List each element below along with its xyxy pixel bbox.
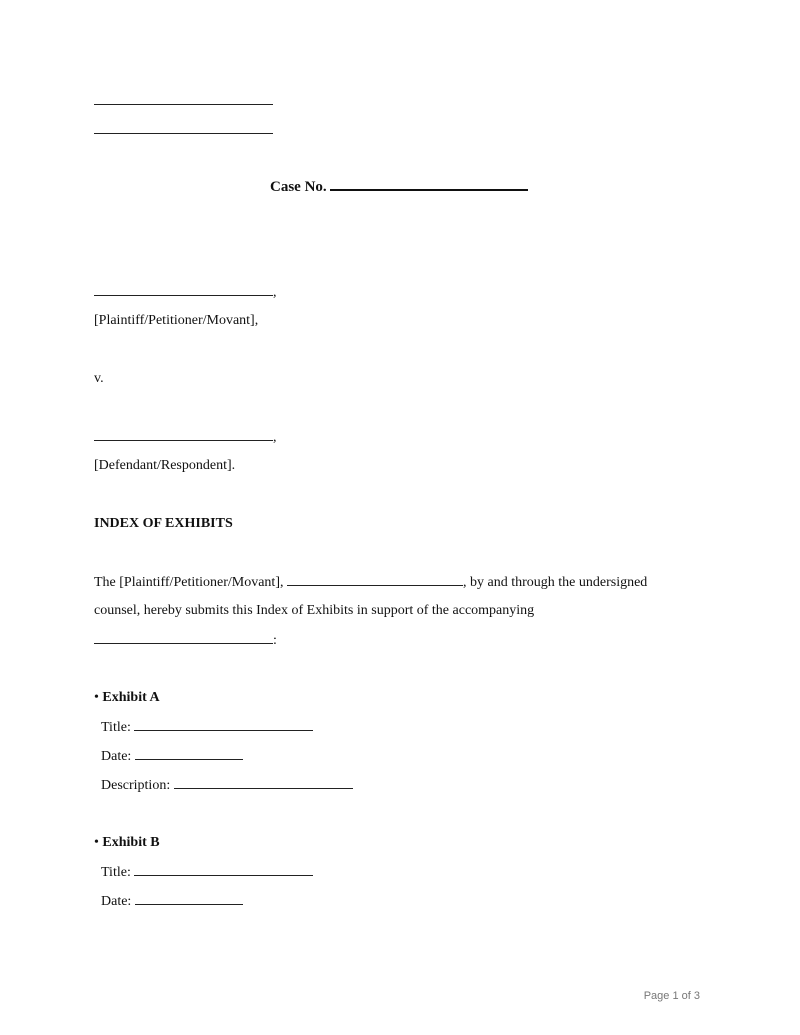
motion-name-blank <box>94 631 273 644</box>
body-line-3-end: : <box>273 633 277 648</box>
plaintiff-name-blank <box>94 283 273 296</box>
bullet: • <box>94 690 99 705</box>
blank-field <box>94 121 273 134</box>
section-title: INDEX OF EXHIBITS <box>94 516 233 531</box>
title-label: Title: <box>101 720 135 735</box>
exhibit-a-date <box>101 747 243 766</box>
body-line-2: counsel, hereby submits this Index of Exhibits in support of the accompanying <box>94 603 535 618</box>
case-number-blank <box>330 176 528 191</box>
title-blank <box>134 718 313 731</box>
title-blank <box>134 863 313 876</box>
date-blank <box>135 892 243 905</box>
description-label: Description: <box>101 778 174 793</box>
defendant-name-blank <box>94 428 273 441</box>
exhibit-a-name: Exhibit A <box>102 690 160 705</box>
defendant-role: [Defendant/Respondent]. <box>94 458 236 473</box>
header-blank-line-1 <box>94 92 273 111</box>
body-line-3 <box>94 631 277 650</box>
date-label: Date: <box>101 749 135 764</box>
exhibit-a-heading <box>94 689 160 707</box>
exhibit-b-date <box>101 892 243 911</box>
exhibit-b-name: Exhibit B <box>102 835 160 850</box>
plaintiff-name-line <box>94 283 277 302</box>
title-label: Title: <box>101 865 135 880</box>
case-number-label: Case No. <box>270 179 327 195</box>
body-line-1 <box>94 573 647 592</box>
exhibit-b-heading <box>94 834 160 852</box>
defendant-name-line <box>94 428 277 447</box>
case-number <box>270 176 528 196</box>
date-label: Date: <box>101 894 135 909</box>
blank-field <box>94 92 273 105</box>
bullet: • <box>94 835 99 850</box>
party-name-blank <box>287 573 463 586</box>
body-line-1-start: The [Plaintiff/Petitioner/Movant], <box>94 575 287 590</box>
body-line-1-end: , by and through the undersigned <box>463 575 648 590</box>
versus: v. <box>94 371 104 386</box>
date-blank <box>135 747 243 760</box>
page-indicator: Page 1 of 3 <box>643 990 700 1002</box>
exhibit-b-title <box>101 863 313 882</box>
plaintiff-comma: , <box>273 285 277 300</box>
exhibit-a-description <box>101 776 353 795</box>
defendant-comma: , <box>273 430 277 445</box>
header-blank-line-2 <box>94 121 273 140</box>
description-blank <box>174 776 353 789</box>
plaintiff-role: [Plaintiff/Petitioner/Movant], <box>94 313 259 328</box>
exhibit-a-title <box>101 718 313 737</box>
